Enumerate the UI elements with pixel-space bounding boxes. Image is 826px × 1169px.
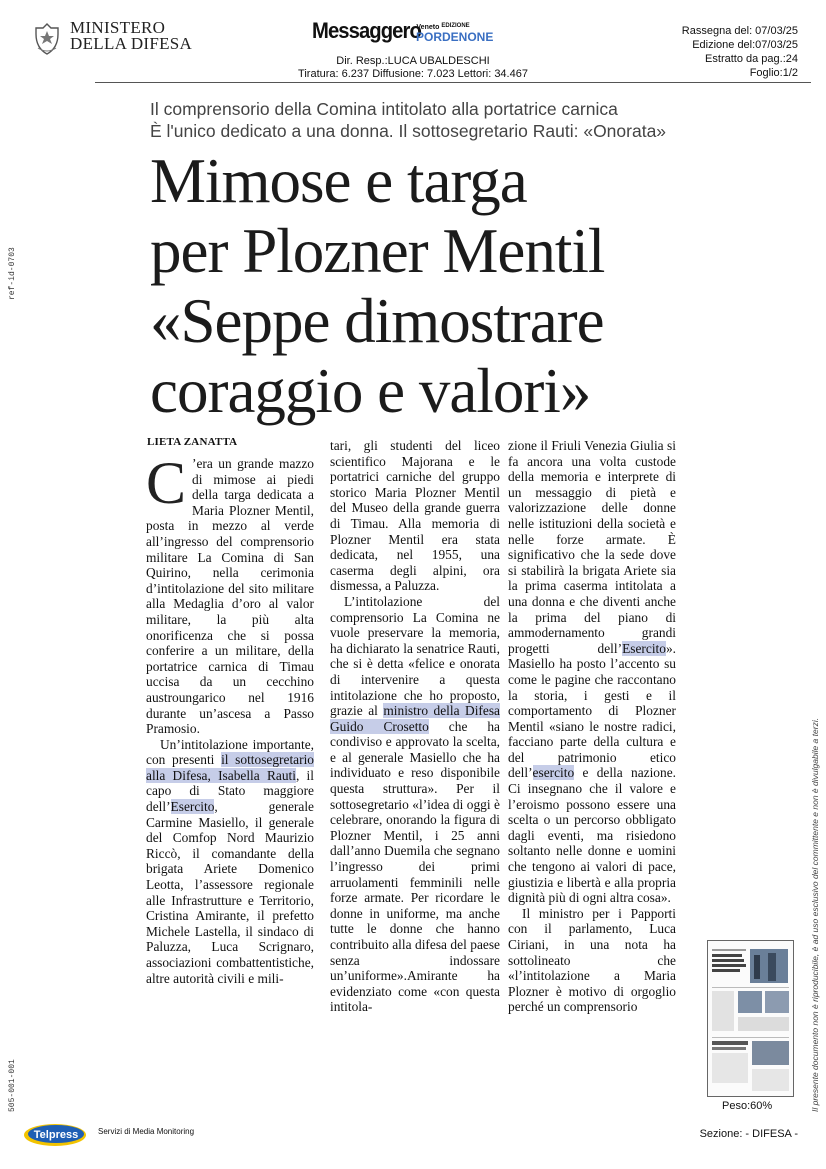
- meta-review-date: Rassegna del: 07/03/25: [681, 25, 798, 37]
- svg-text:Telpress: Telpress: [33, 1129, 79, 1141]
- drop-cap: C: [146, 450, 187, 516]
- thumbnail-preview-image: [708, 941, 793, 1096]
- paragraph: [330, 594, 500, 1015]
- article-kicker: [150, 98, 666, 142]
- article-headline: [150, 146, 604, 426]
- text-run: che ha condiviso e approvato la scelta, e al generale Masiello che ha individuato e reso disponibile questa struttura». Per il sottosegretario «l’idea di oggi è celebrare, onorando la figura di Plozner Mentil, i 25 anni dall’anno Duemila che segnano l’ingresso dei primi arruolamenti femminili nelle forze armate. Per ricordare le donne in uniforme, ma anche tutte le donne che hanno contribuito alla difesa del paese senza indossare un’uniforme».Amirante ha evidenziato come «con questa intitola-: [330, 718, 500, 1015]
- clipping-meta: [682, 24, 798, 80]
- ref-id-label: ref-id-0703: [8, 247, 17, 300]
- text-run: L’intitolazione del comprensorio La Comina ne vuole preservare la memoria, ha dichiarato la senatrice Rauti, che si è detta «felice e onorata di intervenire a questa intitolazione che ho proposto, grazie al: [330, 593, 500, 719]
- article-column-1: [146, 450, 315, 986]
- edition-name: PORDENONE: [416, 30, 494, 44]
- article-column-2: [330, 438, 500, 1015]
- publication-region: Veneto: [416, 24, 440, 31]
- publication-brand: Messaggero: [312, 18, 421, 43]
- text-run: ». Masiello ha posto l’accento su come le pagine che raccontano la storia, i gesti e il comportamento di Plozner Mentil «siano le nostre radici, facciano parte della cultura e del patrimonio etico dell’: [508, 640, 676, 781]
- ministry-line2: DELLA DIFESA: [70, 34, 193, 53]
- kicker-line2: È l'unico dedicato a una donna. Il sottosegretario Rauti: «Onorata»: [150, 121, 667, 141]
- copyright-notice: Il presente documento non è riproducibile, è ad uso esclusivo del committente e non è divulgabile a terzi.: [810, 717, 820, 1112]
- text-run: , generale Carmine Masiello, il generale del Comfop Nord Maurizio Riccò, il comandante della brigata Ariete Domenico Leotta, l’assessore regionale alle Infrastrutture e Territorio, Cristina Amirante, il prefetto Michele Lastella, il sindaco di Paluzza, Luca Scrignaro, associazioni combattentistiche, altre autorità civili e mili-: [146, 799, 314, 986]
- headline-line2: per Plozner Mentil: [150, 216, 605, 286]
- telpress-logo: [22, 1121, 88, 1147]
- director-line: Dir. Resp.:LUCA UBALDESCHI: [336, 55, 490, 67]
- paragraph: [508, 438, 676, 906]
- meta-sheet: Foglio:1/2: [749, 67, 798, 79]
- highlighted-text: Esercito: [170, 799, 215, 815]
- paragraph: [146, 450, 314, 737]
- headline-line4: coraggio e valori»: [150, 356, 591, 426]
- ministry-name: [70, 20, 192, 52]
- footer-services: Servizi di Media Monitoring: [98, 1127, 195, 1136]
- text-run: , il capo di Stato maggiore dell’: [146, 767, 314, 815]
- article-author: LIETA ZANATTA: [147, 436, 238, 448]
- ministry-line1: MINISTERO: [70, 18, 166, 37]
- text-run: zione il Friuli Venezia Giulia si fa ancora una volta custode della memoria e interprete di un messaggio di pietà e valorizzazione delle donne nelle istituzioni della società e nelle forze armate. È significativo che la sede dove si stabilirà la brigata Ariete sia la prima caserma intitolata a una donna e che diventi anche la prima del piano di ammodernamento grandi progetti dell’: [508, 438, 676, 656]
- kicker-line1: Il comprensorio della Comina intitolato alla portatrice carnica: [150, 99, 618, 119]
- doc-code-label: 505-001-001: [8, 1059, 17, 1112]
- edition-label: EDIZIONE: [441, 23, 470, 29]
- paragraph: [146, 737, 314, 987]
- highlighted-text: ministro della Difesa Guido Crosetto: [330, 703, 500, 734]
- publication-masthead: [312, 18, 494, 44]
- meta-page: Estratto da pag.:24: [705, 53, 798, 65]
- page-thumbnail: [707, 940, 794, 1097]
- highlighted-text: Esercito: [622, 640, 666, 656]
- circulation-line: Tiratura: 6.237 Diffusione: 7.023 Lettori: 34.467: [298, 68, 528, 80]
- highlighted-text: il sottosegretario alla Difesa, Isabella Rauti: [146, 752, 315, 783]
- article-column-3: [508, 438, 676, 1015]
- paragraph: tari, gli studenti del liceo scientifico Majorana e le portatrici carniche del gruppo storico Maria Plozner Mentil del Museo della grande guerra di Timau. Alla memoria di Plozner Mentil era stata dedicata, nel 1955, una caserma degli alpini, ora dismessa, a Paluzza.: [330, 438, 500, 594]
- text-run: e della nazione. Ci insegnano che il valore e l’eroismo possono essere una scelta o un percorso obbligato dagli eventi, ma risiedono soltanto nelle donne e uomini che tengono ai valori di pace, giustizia e libertà e alla propria dignità più di ogni altra cosa».: [508, 765, 676, 906]
- paragraph-text: ’era un grande mazzo di mimose ai piedi della targa dedicata a Maria Plozner Mentil, posta in mezzo al verde all’ingresso del comprensorio militare La Comina di San Quirino, nella cerimonia d’intitolazione del sito militare alla Medaglia d’oro al valor militare, la più alta onorificenza che si possa conferire a un militare, della portatrice carnica di Timau uccisa da un cecchino austroungarico nel 1916 durante un’ascesa a Passo Pramosio.: [146, 456, 314, 737]
- meta-edition-date: Edizione del:07/03/25: [692, 39, 798, 51]
- headline-line3: «Seppe dimostrare: [150, 286, 604, 356]
- headline-line1: Mimose e targa: [150, 146, 527, 216]
- header-divider: [95, 82, 811, 83]
- highlighted-text: esercito: [532, 765, 575, 781]
- emblem-icon: [32, 22, 62, 56]
- footer-section: Sezione: - DIFESA -: [699, 1128, 798, 1140]
- text-run: Un’intitolazione importante, con presenti: [146, 736, 314, 768]
- paragraph: Il ministro per i Papporti con il parlamento, Luca Ciriani, in una nota ha sottolineato che «l’intitolazione a Maria Plozner è motivo di orgoglio perché un comprensorio: [508, 905, 676, 1015]
- thumbnail-weight: Peso:60%: [722, 1100, 773, 1112]
